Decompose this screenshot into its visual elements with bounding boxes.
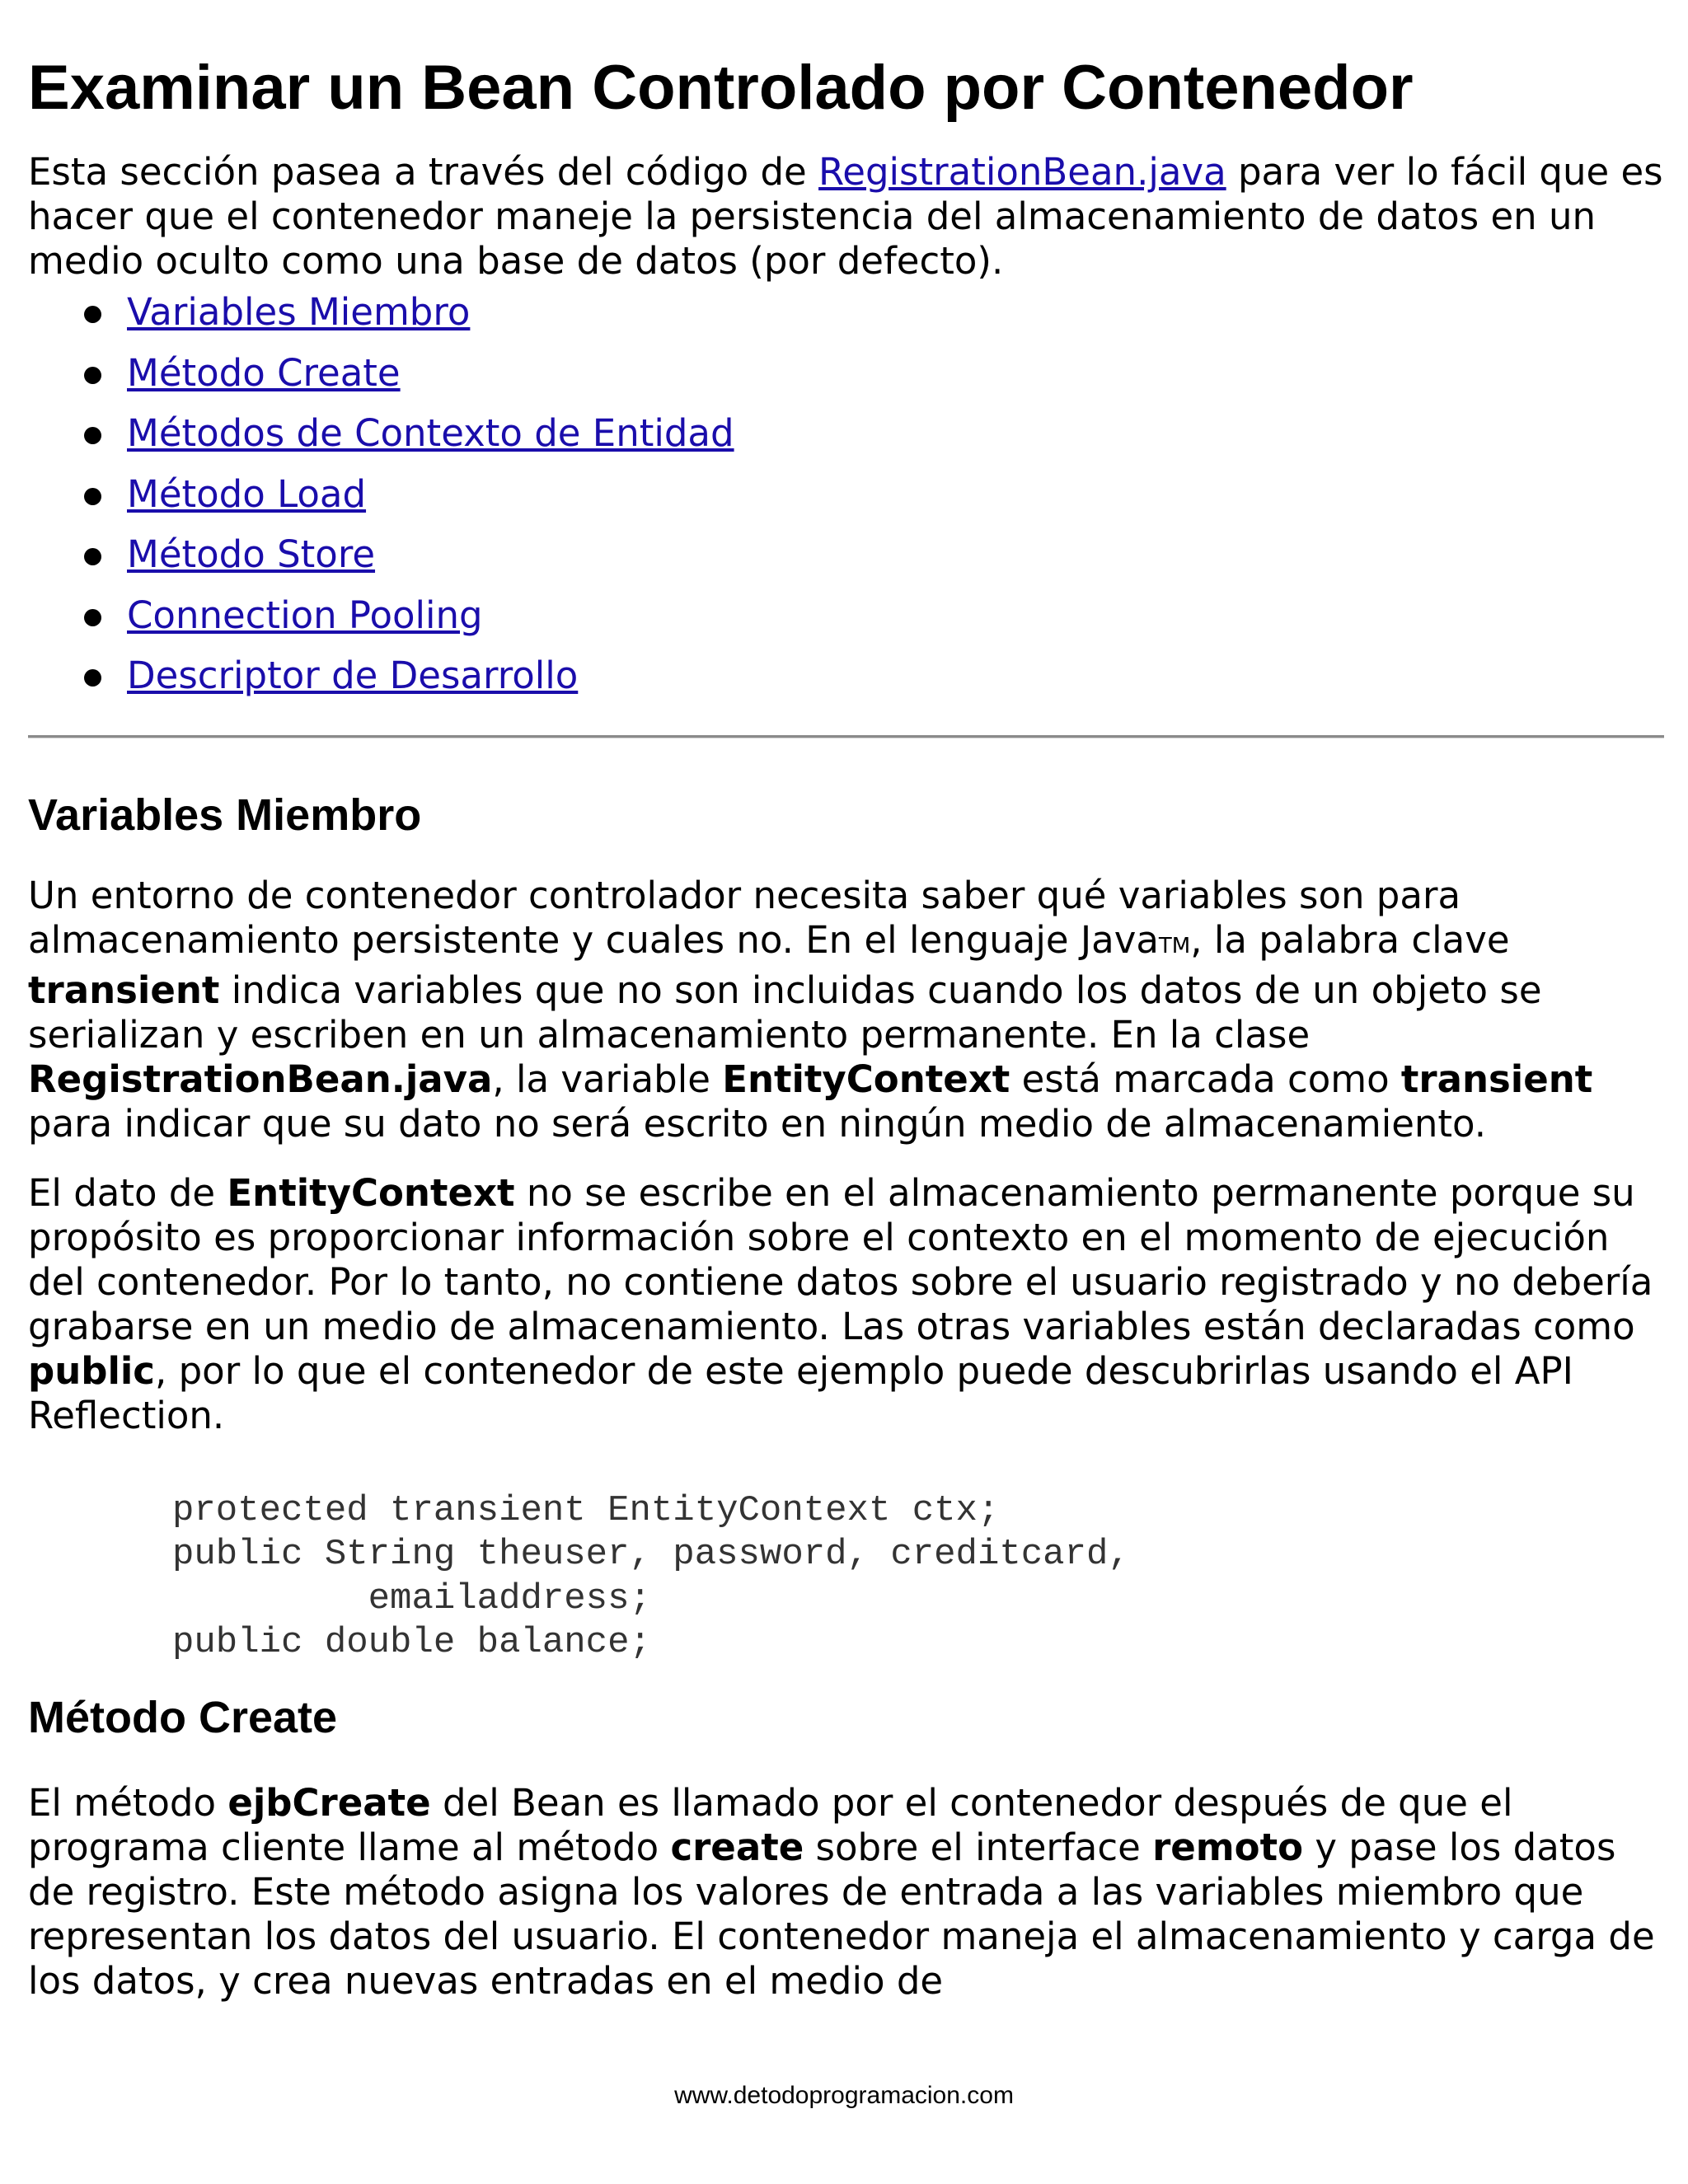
create-paragraph [28,1781,1664,2004]
toc-link-metodos-contexto-entidad[interactable]: Métodos de Contexto de Entidad [127,411,734,455]
intro-text-before: Esta sección pasea a través del código de [28,150,819,194]
document-page [28,0,1664,2004]
text: sobre el interface [804,1825,1153,1869]
bullet-icon [84,488,101,505]
variables-paragraph-1 [28,874,1664,1146]
intro-text-after: para ver lo fácil que es hacer que el contenedor maneje la persistencia del almacenamiento de datos en un medio oculto como una base de datos (por defecto). [28,150,1663,283]
text: El dato de [28,1170,227,1215]
section-heading-metodo-create: Método Create [28,1692,338,1742]
text: del Bean es llamado por el contenedor después de que el programa cliente llame al método [28,1780,1513,1869]
keyword-create: create [670,1825,804,1869]
bullet-icon [84,367,101,384]
keyword-entitycontext: EntityContext [722,1057,1010,1101]
keyword-ejbcreate: ejbCreate [227,1780,431,1825]
text: , la variable [492,1057,723,1101]
toc-item-metodo-create [28,349,1664,410]
text: indica variables que no son incluidas cuando los datos de un objeto se serializan y escriben en un almacenamiento permanente. En la clase [28,968,1542,1057]
code-block-member-variables: protected transient EntityContext ctx; public String theuser, password, creditcard, emailaddress; public double balance; [172,1489,1130,1663]
text: para indicar que su dato no será escrito en ningún medio de almacenamiento. [28,1101,1487,1146]
intro-paragraph [28,150,1664,284]
bullet-icon [84,609,101,626]
text: , la palabra clave [1190,917,1510,962]
page-title: Examinar un Bean Controlado por Contenedor [28,53,1414,123]
registrationbean-link[interactable]: RegistrationBean.java [818,150,1226,194]
toc-link-metodo-load[interactable]: Método Load [127,471,367,516]
trademark-mark: TM [1158,933,1191,958]
keyword-entitycontext: EntityContext [227,1170,515,1215]
toc-item-variables-miembro [28,288,1664,349]
variables-paragraph-2 [28,1171,1664,1438]
text: está marcada como [1010,1057,1401,1101]
text: Un entorno de contenedor controlador necesita saber qué variables son para almacenamiento persistente y cuales no. En el lenguaje Java [28,873,1461,962]
toc-link-metodo-store[interactable]: Método Store [127,532,376,576]
section-heading-variables-miembro: Variables Miembro [28,790,422,840]
keyword-registrationbean: RegistrationBean.java [28,1057,493,1101]
text: y pase los datos de registro. Este método asigna los valores de entrada a las variables miembro que representan los datos del usuario. El contenedor maneja el almacenamiento y carga de los datos, y crea nuevas entradas en el medio de [28,1825,1655,2003]
bullet-icon [84,548,101,565]
toc-item-metodos-contexto-entidad [28,409,1664,470]
bullet-icon [84,669,101,687]
toc-item-descriptor-desarrollo [28,651,1664,712]
text: no se escribe en el almacenamiento permanente porque su propósito es proporcionar información sobre el contexto en el momento de ejecución del contenedor. Por lo tanto, no contiene datos sobre el usuario registrado y no debería grabarse en un medio de almacenamiento. Las otras variables están declaradas como [28,1170,1653,1348]
toc-link-descriptor-desarrollo[interactable]: Descriptor de Desarrollo [127,654,579,697]
keyword-transient: transient [1400,1057,1593,1101]
keyword-transient: transient [28,968,220,1012]
toc-link-connection-pooling[interactable]: Connection Pooling [127,593,483,637]
horizontal-divider [28,735,1664,738]
toc-item-connection-pooling [28,591,1664,652]
text: , por lo que el contenedor de este ejemplo puede descubrirlas usando el API Reflection. [28,1348,1573,1437]
bullet-icon [84,427,101,444]
toc-link-metodo-create[interactable]: Método Create [127,350,401,395]
bullet-icon [84,306,101,323]
toc-item-metodo-load [28,470,1664,531]
page-footer: www.detodoprogramacion.com [674,2082,1014,2109]
toc-item-metodo-store [28,530,1664,591]
text: El método [28,1780,228,1825]
keyword-remoto: remoto [1152,1825,1304,1869]
keyword-public: public [28,1348,155,1393]
table-of-contents [28,288,1664,712]
toc-link-variables-miembro[interactable]: Variables Miembro [127,290,471,334]
